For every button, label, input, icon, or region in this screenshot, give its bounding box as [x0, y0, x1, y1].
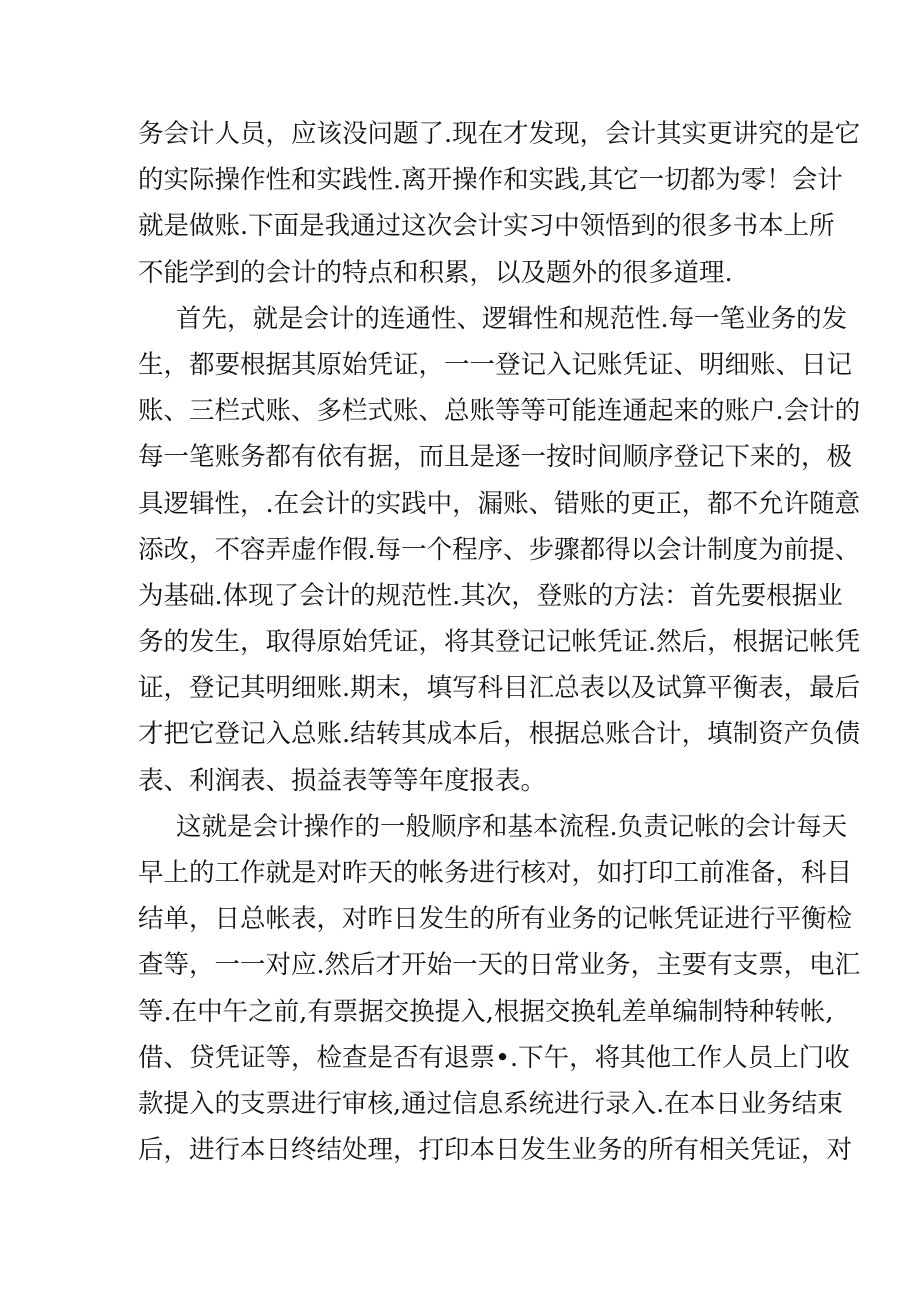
text-line: 账、三栏式账、多栏式账、总账等等可能连通起来的账户.会计的 — [138, 396, 861, 427]
text-line: 才把它登记入总账.结转其成本后，根据总账合计，填制资产负债 — [138, 719, 861, 750]
text-line: 款提入的支票进行审核,通过信息系统进行录入.在本日业务结束 — [138, 1088, 843, 1119]
text-line: 不能学到的会计的特点和积累，以及题外的很多道理. — [138, 257, 733, 288]
text-line: 等.在中午之前,有票据交换提入,根据交换轧差单编制特种转帐, — [138, 996, 834, 1027]
document-page — [138, 111, 861, 1173]
text-line: 添改，不容弄虚作假.每一个程序、步骤都得以会计制度为前提、 — [138, 534, 861, 565]
text-line: 具逻辑性，.在会计的实践中，漏账、错账的更正，都不允许随意 — [138, 488, 861, 519]
text-line: 证，登记其明细账.期末，填写科目汇总表以及试算平衡表，最后 — [138, 673, 861, 704]
paragraph-1 — [138, 111, 861, 296]
text-line: 就是做账.下面是我通过这次会计实习中领悟到的很多书本上所 — [138, 211, 835, 242]
text-line: 结单，日总帐表，对昨日发生的所有业务的记帐凭证进行平衡检 — [138, 904, 853, 935]
text-line: 早上的工作就是对昨天的帐务进行核对，如打印工前准备，科目 — [138, 858, 853, 888]
text-line: 查等，一一对应.然后才开始一天的日常业务，主要有支票，电汇 — [138, 950, 861, 981]
text-line: 这就是会计操作的一般顺序和基本流程.负责记帐的会计每天 — [176, 811, 848, 842]
text-line: 务会计人员，应该没问题了.现在才发现，会计其实更讲究的是它 — [138, 119, 861, 149]
paragraph-3 — [138, 804, 861, 1174]
text-line: 每一笔账务都有依有据，而且是逐一按时间顺序登记下来的，极 — [138, 442, 853, 473]
text-line: 为基础.体现了会计的规范性.其次，登账的方法：首先要根据业 — [138, 580, 843, 611]
text-line: 的实际操作性和实践性.离开操作和实践,其它一切都为零！会计 — [138, 165, 843, 196]
text-line: 务的发生，取得原始凭证，将其登记记帐凭证.然后，根据记帐凭 — [138, 627, 861, 658]
text-line: 借、贷凭证等，检查是否有退票•.下午，将其他工作人员上门收 — [138, 1042, 850, 1073]
text-line: 表、利润表、损益表等等年度报表。 — [138, 765, 547, 796]
text-line: 后，进行本日终结处理，打印本日发生业务的所有相关凭证，对 — [138, 1135, 853, 1166]
text-line: 首先，就是会计的连通性、逻辑性和规范性.每一笔业务的发 — [176, 303, 848, 334]
paragraph-2 — [138, 296, 861, 804]
text-line: 生，都要根据其原始凭证，一一登记入记账凭证、明细账、日记 — [138, 349, 853, 380]
